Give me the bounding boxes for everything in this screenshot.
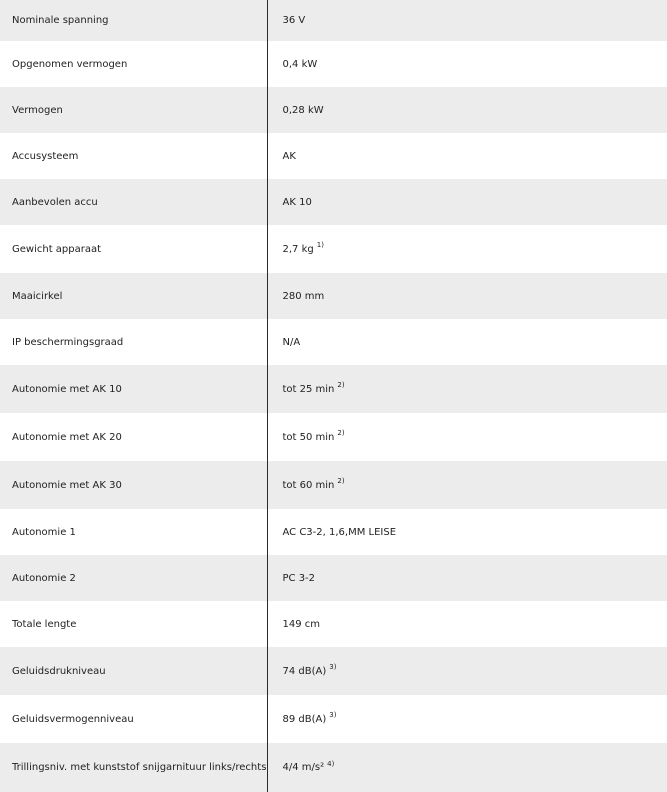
table-row <box>0 555 667 601</box>
spec-value-cell <box>267 743 667 792</box>
footnote-ref: 2) <box>337 477 345 486</box>
spec-label: Autonomie 1 <box>0 509 267 555</box>
spec-label: Accusysteem <box>0 133 267 179</box>
table-row <box>0 601 667 647</box>
footnote-ref: 4) <box>327 759 335 768</box>
table-row <box>0 41 667 87</box>
spec-label: Aanbevolen accu <box>0 179 267 225</box>
table-row <box>0 319 667 365</box>
table-row <box>0 179 667 225</box>
spec-label: Autonomie 2 <box>0 555 267 601</box>
spec-value: 89 dB(A) <box>282 713 327 725</box>
spec-label: Vermogen <box>0 87 267 133</box>
spec-value-cell <box>267 0 667 41</box>
spec-value: AK 10 <box>282 196 312 208</box>
footnote-ref: 2) <box>337 429 345 438</box>
spec-value: AK <box>282 150 296 162</box>
spec-value-cell <box>267 647 667 695</box>
spec-value-cell <box>267 41 667 87</box>
spec-value-cell <box>267 273 667 319</box>
spec-value: 0,4 kW <box>282 58 318 70</box>
spec-value-cell <box>267 365 667 413</box>
spec-value: tot 50 min <box>282 431 335 443</box>
table-row <box>0 413 667 461</box>
spec-value-cell <box>267 555 667 601</box>
footnote-ref: 3) <box>329 663 337 672</box>
footnote-ref: 2) <box>337 381 345 390</box>
spec-value: AC C3-2, 1,6,MM LEISE <box>282 526 397 538</box>
spec-label: IP beschermingsgraad <box>0 319 267 365</box>
spec-value-cell <box>267 461 667 509</box>
spec-label: Nominale spanning <box>0 0 267 41</box>
spec-label: Autonomie met AK 10 <box>0 365 267 413</box>
spec-label: Totale lengte <box>0 601 267 647</box>
table-row <box>0 461 667 509</box>
spec-label: Autonomie met AK 30 <box>0 461 267 509</box>
table-row <box>0 0 667 41</box>
spec-value-cell <box>267 509 667 555</box>
table-row <box>0 273 667 319</box>
spec-value: tot 60 min <box>282 479 335 491</box>
spec-value: 74 dB(A) <box>282 665 327 677</box>
spec-value-cell <box>267 225 667 273</box>
table-row <box>0 225 667 273</box>
spec-value-cell <box>267 601 667 647</box>
table-row <box>0 365 667 413</box>
spec-value: 280 mm <box>282 290 325 302</box>
spec-value: 4/4 m/s² <box>282 762 325 773</box>
spec-value: 149 cm <box>282 618 321 630</box>
spec-value: tot 25 min <box>282 383 335 395</box>
spec-value: PC 3-2 <box>282 572 316 584</box>
spec-value: 2,7 kg <box>282 243 314 255</box>
table-row <box>0 509 667 555</box>
table-row <box>0 743 667 792</box>
footnote-ref: 3) <box>329 711 337 720</box>
spec-value-cell <box>267 179 667 225</box>
spec-label: Trillingsniv. met kunststof snijgarnituur links/rechts <box>0 743 267 792</box>
spec-label: Geluidsdrukniveau <box>0 647 267 695</box>
spec-label: Geluidsvermogenniveau <box>0 695 267 743</box>
spec-value-cell <box>267 413 667 461</box>
footnote-ref: 1) <box>316 241 324 250</box>
spec-value-cell <box>267 133 667 179</box>
spec-label: Maaicirkel <box>0 273 267 319</box>
spec-value: 36 V <box>282 15 306 26</box>
spec-value: N/A <box>282 336 301 348</box>
spec-label: Gewicht apparaat <box>0 225 267 273</box>
spec-value-cell <box>267 87 667 133</box>
spec-value-cell <box>267 695 667 743</box>
table-row <box>0 647 667 695</box>
table-row <box>0 695 667 743</box>
spec-value: 0,28 kW <box>282 104 324 116</box>
table-row <box>0 87 667 133</box>
spec-label: Autonomie met AK 20 <box>0 413 267 461</box>
spec-label: Opgenomen vermogen <box>0 41 267 87</box>
table-row <box>0 133 667 179</box>
spec-value-cell <box>267 319 667 365</box>
